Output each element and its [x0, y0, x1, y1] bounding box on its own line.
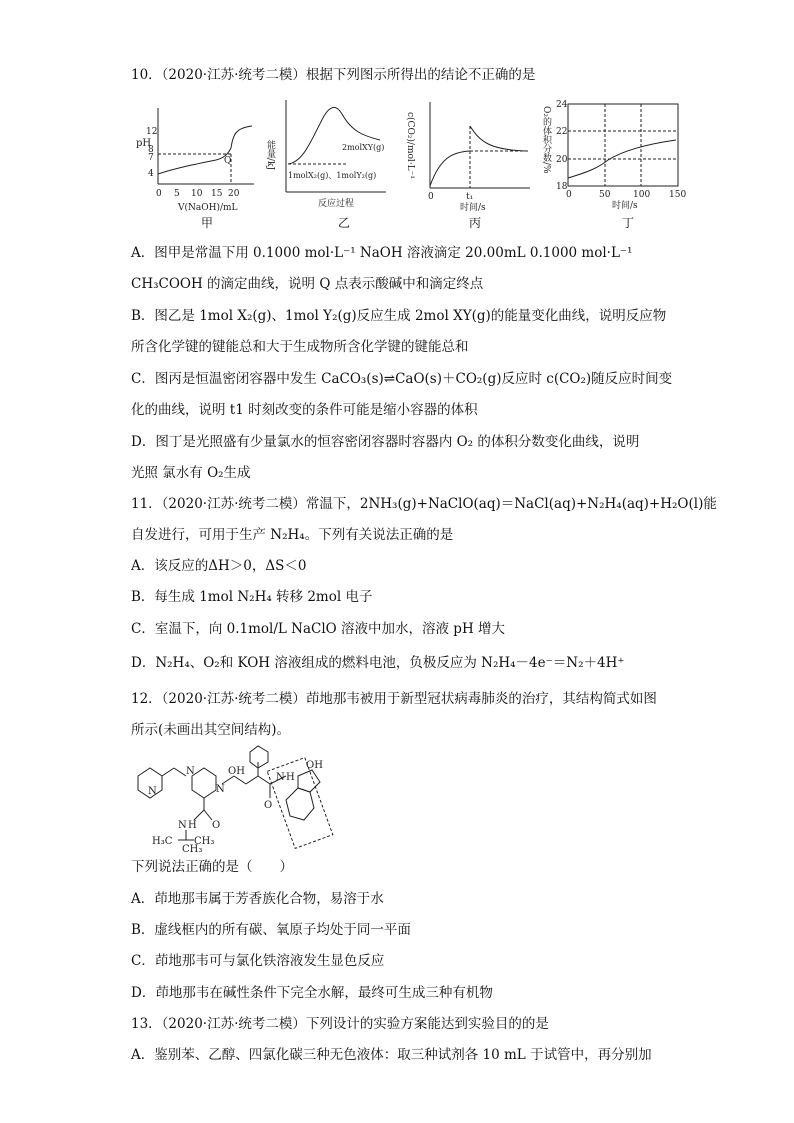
bond-carbonyl: [204, 810, 212, 820]
benzo-ring: [286, 788, 314, 820]
jia-ylabel: pH: [136, 138, 152, 149]
ding-xlabel: 时间/s: [612, 201, 638, 211]
jia-xtick-15: 15: [211, 189, 223, 199]
jia-xtick-10: 10: [191, 189, 203, 199]
bing-rise-curve: [430, 151, 470, 186]
jia-xtick-0: 0: [156, 189, 162, 199]
indinavir-structure: [130, 748, 410, 855]
q11-stem-1: 11．（2020·江苏·统考二模）常温下，2NH₃(g)+NaClO(aq)＝NaCl(aq)+N₂H₄(aq)+H₂O(l)能: [131, 496, 717, 512]
bing-fall-curve: [470, 126, 528, 151]
q10-option-c-2: 化的曲线，说明 t1 时刻改变的条件可能是缩小容器的体积: [131, 402, 478, 418]
q12-option-a: A．茚地那韦属于芳香族化合物，易溶于水: [131, 891, 384, 907]
piperazine-ring: [192, 768, 216, 798]
q12-option-d: D．茚地那韦在碱性条件下完全水解，最终可生成三种有机物: [131, 985, 493, 1001]
q10-option-c-1: C．图丙是恒温密闭容器中发生 CaCO₃(s)⇌CaO(s)＋CO₂(g)反应时 c(CO₂)随反应时间变: [131, 371, 673, 387]
label-oh1: OH: [228, 766, 245, 777]
bing-ylabel: c(CO₂)/mol·L⁻¹: [405, 112, 415, 179]
ding-ytick-22: 22: [556, 127, 568, 137]
jia-ytick-4: 4: [148, 169, 154, 179]
ding-ylabel: O₂的体积分数/%: [541, 106, 551, 174]
q10-option-b-2: 所含化学键的键能总和大于生成物所含化学键的键能总和: [131, 339, 469, 355]
ding-frame: [568, 104, 678, 186]
label-h2: H: [188, 820, 197, 831]
q10-option-d-2: 光照 氯水有 O₂生成: [131, 465, 251, 481]
q12-option-b: B．虚线框内的所有碳、氧原子均处于同一平面: [131, 922, 411, 938]
yi-reactant-label: 1molX₂(g)、1molY₂(g): [288, 171, 377, 180]
yi-xlabel: 反应过程: [318, 199, 355, 209]
ding-caption: 丁: [622, 216, 635, 230]
label-oh2: OH: [306, 760, 323, 771]
figure-ding: [541, 96, 688, 218]
figure-bing: [405, 98, 534, 220]
yi-energy-curve: [288, 107, 380, 164]
bond-amide-n: [194, 810, 204, 820]
ding-ytick-24: 24: [556, 100, 568, 110]
q11-option-c: C．室温下，向 0.1mol/L NaClO 溶液中加水，溶液 pH 增大: [131, 621, 506, 637]
yi-caption: 乙: [338, 216, 351, 230]
label-n-pip1: N: [186, 766, 195, 777]
ding-ytick-20: 20: [556, 155, 568, 165]
ding-xtick-50: 50: [599, 190, 611, 200]
jia-ytick-7: 7: [148, 153, 154, 163]
q11-option-a: A．该反应的ΔH＞0，ΔS＜0: [131, 558, 307, 574]
label-n-pyridine: N: [148, 786, 157, 797]
q10-option-b-1: B．图乙是 1mol X₂(g)、1mol Y₂(g)反应生成 2mol XY(g)的能量变化曲线，说明反应物: [131, 308, 667, 324]
jia-xtick-5: 5: [174, 189, 180, 199]
label-h1: H: [286, 772, 295, 783]
q10-option-d-1: D．图丁是光照盛有少量氯水的恒容密闭容器时容器内 O₂ 的体积分数变化曲线，说明: [131, 434, 640, 450]
q11-option-b: B．每生成 1mol N₂H₄ 转移 2mol 电子: [131, 589, 373, 605]
label-n-pip2: N: [216, 784, 225, 795]
label-amide-n: N: [178, 820, 187, 831]
q12-option-c: C．茚地那韦可与氯化铁溶液发生显色反应: [131, 953, 385, 969]
q13-stem: 13．（2020·江苏·统考二模）下列设计的实验方案能达到实验目的的是: [131, 1016, 549, 1032]
q13-option-a: A．鉴别苯、乙醇、四氯化碳三种无色液体：取三种试剂各 10 mL 于试管中，再分别加: [131, 1047, 652, 1063]
bing-xlabel: 时间/s: [460, 203, 486, 213]
bond-chain-2: [234, 776, 246, 784]
jia-xtick-20: 20: [228, 189, 240, 199]
q11-stem-2: 自发进行，可用于生产 N₂H₄。下列有关说法正确的是: [131, 527, 454, 543]
q11-option-d: D．N₂H₄、O₂和 KOH 溶液组成的燃料电池，负极反应为 N₂H₄－4e⁻＝N₂＋4H⁺: [131, 655, 625, 671]
q10-stem: 10．（2020·江苏·统考二模）根据下列图示所得出的结论不正确的是: [131, 67, 536, 83]
bond-chain-4: [258, 776, 270, 784]
bond-py-ch2: [162, 768, 174, 776]
label-ch3a: CH₃: [194, 836, 215, 847]
q10-option-a-1: A．图甲是常温下用 0.1000 mol·L⁻¹ NaOH 溶液滴定 20.00mL 0.1000 mol·L⁻¹: [131, 245, 633, 261]
jia-titration-curve: [158, 126, 252, 174]
ding-xtick-0: 0: [566, 190, 572, 200]
figure-yi: [265, 98, 390, 220]
label-o2: O: [212, 820, 221, 831]
q10-option-a-2: CH₃COOH 的滴定曲线，说明 Q 点表示酸碱中和滴定终点: [131, 276, 484, 292]
jia-caption: 甲: [201, 216, 214, 230]
yi-ylabel: 能量/kJ: [265, 140, 275, 171]
bond-chain-3: [246, 776, 258, 784]
bing-caption: 丙: [469, 216, 482, 230]
bond-chain-1: [222, 776, 234, 784]
figure-jia: [136, 104, 256, 222]
label-o1: O: [264, 800, 273, 811]
jia-ytick-8: 8: [148, 145, 154, 155]
ding-xtick-150: 150: [669, 190, 687, 200]
label-nh: N: [276, 772, 285, 783]
q12-stem-2: 所示(未画出其空间结构)。: [131, 722, 291, 738]
bing-xtick-t1: t₁: [466, 192, 474, 202]
jia-ytick-12: 12: [146, 127, 158, 137]
yi-product-label: 2molXY(g): [342, 143, 385, 152]
label-h3c: H₃C: [152, 836, 173, 847]
phenyl-ring: [250, 746, 268, 768]
label-ch3b: CH₃: [182, 844, 203, 855]
jia-xlabel: V(NaOH)/mL: [178, 203, 238, 213]
q12-prompt: 下列说法正确的是（ ）: [131, 859, 293, 875]
q12-stem-1: 12．（2020·江苏·统考二模）茚地那韦被用于新型冠状病毒肺炎的治疗，其结构简式如图: [131, 691, 657, 707]
bond-ch2-n: [174, 768, 186, 776]
bing-xtick-0: 0: [428, 192, 434, 202]
ding-ytick-18: 18: [556, 182, 568, 192]
ding-xtick-100: 100: [633, 190, 651, 200]
jia-point-q: Q: [224, 156, 232, 166]
